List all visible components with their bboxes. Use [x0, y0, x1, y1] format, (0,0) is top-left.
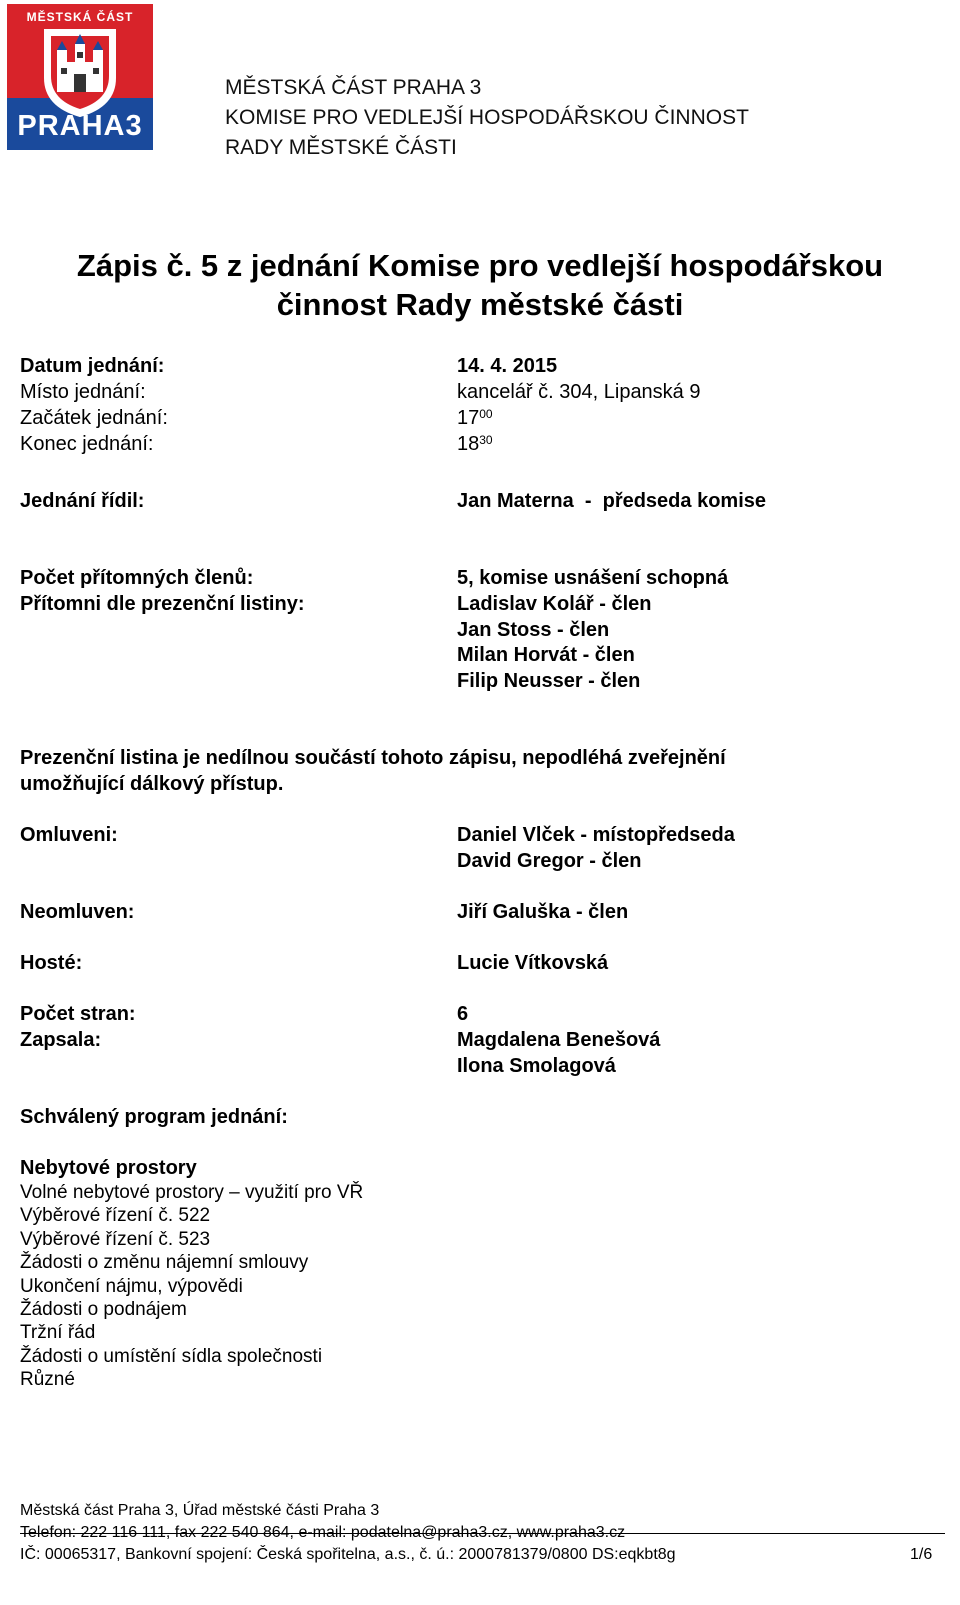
attendance-note: [20, 745, 920, 797]
header-line-3: RADY MĚSTSKÉ ČÁSTI: [225, 136, 457, 159]
recorded-label: Zapsala:: [20, 1029, 102, 1051]
start-hour: 17: [457, 407, 480, 429]
program-item: Tržní řád: [20, 1322, 96, 1344]
logo-name: PRAHA3: [17, 110, 143, 142]
attendance-note-line-2: umožňující dálkový přístup.: [20, 773, 284, 795]
end-hour: 18: [457, 433, 480, 455]
program-item: Žádosti o umístění sídla společnosti: [20, 1345, 323, 1367]
member-count-label: Počet přítomných členů:: [20, 567, 254, 589]
start-minutes: 00: [479, 407, 493, 421]
footer-line-1: Městská část Praha 3, Úřad městské části Praha 3: [20, 1502, 380, 1519]
present-member-4: Filip Neusser - člen: [457, 670, 641, 692]
present-label: Přítomni dle prezenční listiny:: [20, 593, 305, 615]
pages-value: 6: [457, 1003, 469, 1025]
unexcused-label: Neomluven:: [20, 901, 135, 923]
date-label: Datum jednání:: [20, 355, 165, 377]
place-label: Místo jednání:: [20, 381, 146, 403]
header-line-1: MĚSTSKÁ ČÁST PRAHA 3: [225, 76, 482, 99]
program-item: Výběrové řízení č. 522: [20, 1205, 211, 1227]
program-item: Žádosti o podnájem: [20, 1299, 187, 1321]
footer-line-2: Telefon: 222 116 111, fax 222 540 864, e-mail: podatelna@praha3.cz, www.praha3.cz: [20, 1524, 626, 1541]
guests-label: Hosté:: [20, 952, 83, 974]
footer-line-3: IČ: 00065317, Bankovní spojení: Česká spořitelna, a.s., č. ú.: 2000781379/0800 DS:eqkbt8g: [20, 1546, 676, 1563]
unexcused-value: Jiří Galuška - člen: [457, 901, 629, 923]
praha3-logo: [7, 4, 153, 150]
start-value: [457, 406, 493, 430]
program-item: Různé: [20, 1369, 75, 1391]
present-member-2: Jan Stoss - člen: [457, 619, 610, 641]
start-label: Začátek jednání:: [20, 407, 168, 429]
excused-member-1: Daniel Vlček - místopředseda: [457, 824, 735, 846]
place-value: kancelář č. 304, Lipanská 9: [457, 381, 701, 403]
pages-label: Počet stran:: [20, 1003, 136, 1025]
end-minutes: 30: [479, 433, 493, 447]
document-title: [20, 246, 940, 324]
present-member-1: Ladislav Kolář - člen: [457, 593, 652, 615]
logo-top-text: MĚSTSKÁ ČÁST: [26, 10, 134, 24]
program-list: [20, 1181, 363, 1392]
program-item: Výběrové řízení č. 523: [20, 1228, 211, 1250]
guests-value: Lucie Vítkovská: [457, 952, 609, 974]
chair-value: Jan Materna - předseda komise: [457, 490, 767, 512]
header-line-2: KOMISE PRO VEDLEJŠÍ HOSPODÁŘSKOU ČINNOST: [225, 106, 749, 129]
program-item: Volné nebytové prostory – využití pro VŘ: [20, 1182, 364, 1203]
title-line-1: Zápis č. 5 z jednání Komise pro vedlejší hospodářskou: [76, 248, 884, 283]
coat-of-arms-icon: [41, 26, 119, 118]
title-line-2: činnost Rady městské části: [276, 287, 684, 322]
excused-label: Omluveni:: [20, 824, 118, 846]
end-label: Konec jednání:: [20, 433, 154, 455]
member-count-value: 5, komise usnášení schopná: [457, 567, 729, 589]
recorder-2: Ilona Smolagová: [457, 1055, 616, 1077]
present-member-3: Milan Horvát - člen: [457, 644, 635, 666]
chair-label: Jednání řídil:: [20, 490, 145, 512]
page-number: 1/6: [910, 1546, 933, 1563]
date-value: 14. 4. 2015: [457, 355, 558, 377]
program-item: Ukončení nájmu, výpovědi: [20, 1275, 243, 1297]
attendance-note-line-1: Prezenční listina je nedílnou součástí tohoto zápisu, nepodléhá zveřejnění: [20, 747, 726, 769]
program-item: Žádosti o změnu nájemní smlouvy: [20, 1252, 309, 1274]
program-heading: Schválený program jednání:: [20, 1106, 288, 1128]
recorder-1: Magdalena Benešová: [457, 1029, 661, 1051]
end-value: [457, 432, 493, 456]
program-section: Nebytové prostory: [20, 1157, 197, 1179]
excused-member-2: David Gregor - člen: [457, 850, 642, 872]
